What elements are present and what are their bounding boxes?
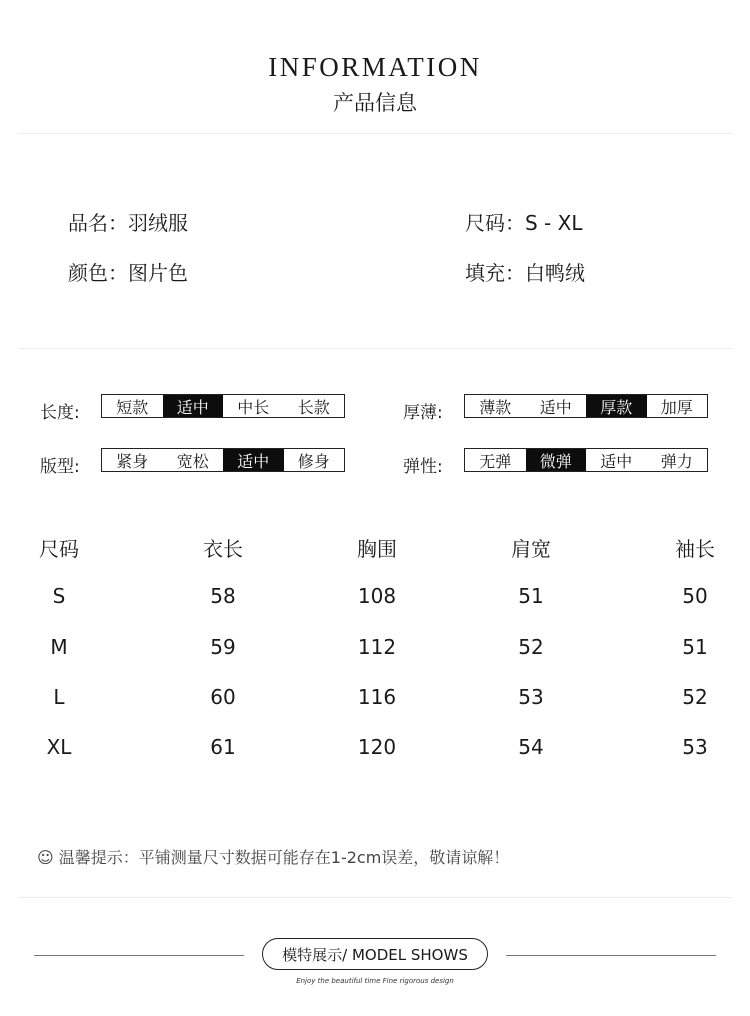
table-header: 尺码 bbox=[39, 537, 79, 561]
table-header: 胸围 bbox=[357, 537, 397, 561]
divider bbox=[18, 897, 732, 898]
title-en: INFORMATION bbox=[268, 52, 482, 82]
table-cell: 50 bbox=[682, 584, 708, 608]
table-cell: 120 bbox=[357, 735, 397, 759]
fit-option: 紧身 bbox=[116, 451, 149, 471]
thickness-option: 薄款 bbox=[479, 397, 512, 417]
footer-line-left bbox=[34, 955, 244, 956]
table-cell: L bbox=[53, 685, 65, 709]
table-cell: 108 bbox=[357, 584, 397, 608]
elasticity-option: 无弹 bbox=[479, 451, 512, 471]
thickness-option: 加厚 bbox=[660, 397, 693, 417]
table-cell: 51 bbox=[518, 584, 544, 608]
fit-option: 修身 bbox=[297, 451, 330, 471]
thickness-label: 厚薄: bbox=[403, 403, 443, 423]
table-cell: M bbox=[50, 635, 68, 659]
table-header: 袖长 bbox=[675, 537, 715, 561]
table-cell: 51 bbox=[682, 635, 708, 659]
title-cn: 产品信息 bbox=[333, 91, 417, 115]
table-cell: 112 bbox=[357, 635, 397, 659]
table-cell: 53 bbox=[518, 685, 544, 709]
table-header: 肩宽 bbox=[511, 537, 551, 561]
elasticity-option: 微弹 bbox=[526, 449, 587, 471]
table-cell: XL bbox=[46, 735, 72, 759]
table-cell: 52 bbox=[682, 685, 708, 709]
length-label: 长度: bbox=[40, 403, 80, 423]
product-color: 颜色：图片色 bbox=[68, 261, 188, 285]
elasticity-option: 弹力 bbox=[660, 451, 693, 471]
length-bar bbox=[101, 394, 345, 418]
table-cell: 61 bbox=[210, 735, 236, 759]
table-header: 衣长 bbox=[203, 537, 243, 561]
fit-option: 宽松 bbox=[176, 451, 209, 471]
measurement-tip: ☺ 温馨提示：平铺测量尺寸数据可能存在1-2cm误差，敬请谅解！ bbox=[37, 848, 510, 867]
footer-line-right bbox=[506, 955, 716, 956]
length-option: 中长 bbox=[237, 397, 270, 417]
length-option: 短款 bbox=[116, 397, 149, 417]
fit-bar bbox=[101, 448, 345, 472]
elasticity-label: 弹性: bbox=[403, 457, 443, 477]
thickness-option: 适中 bbox=[539, 397, 572, 417]
thickness-option: 厚款 bbox=[586, 395, 647, 417]
length-option: 长款 bbox=[297, 397, 330, 417]
product-size: 尺码：S - XL bbox=[465, 211, 583, 235]
elasticity-bar bbox=[464, 448, 708, 472]
product-name: 品名：羽绒服 bbox=[68, 211, 188, 235]
table-cell: 53 bbox=[682, 735, 708, 759]
model-shows-label: 模特展示/ MODEL SHOWS bbox=[282, 945, 468, 964]
table-cell: 60 bbox=[210, 685, 236, 709]
model-shows-button[interactable] bbox=[262, 938, 488, 970]
table-cell: 52 bbox=[518, 635, 544, 659]
divider bbox=[18, 348, 732, 349]
footer-slogan: Enjoy the beautiful time Fine rigorous design bbox=[296, 977, 454, 985]
table-cell: 59 bbox=[210, 635, 236, 659]
fit-option: 适中 bbox=[223, 449, 284, 471]
elasticity-option: 适中 bbox=[600, 451, 633, 471]
table-cell: 54 bbox=[518, 735, 544, 759]
product-filling: 填充：白鸭绒 bbox=[465, 261, 585, 285]
table-cell: S bbox=[52, 584, 66, 608]
table-cell: 116 bbox=[357, 685, 397, 709]
fit-label: 版型: bbox=[40, 457, 80, 477]
length-option: 适中 bbox=[163, 395, 224, 417]
table-cell: 58 bbox=[210, 584, 236, 608]
thickness-bar bbox=[464, 394, 708, 418]
divider bbox=[18, 133, 732, 134]
